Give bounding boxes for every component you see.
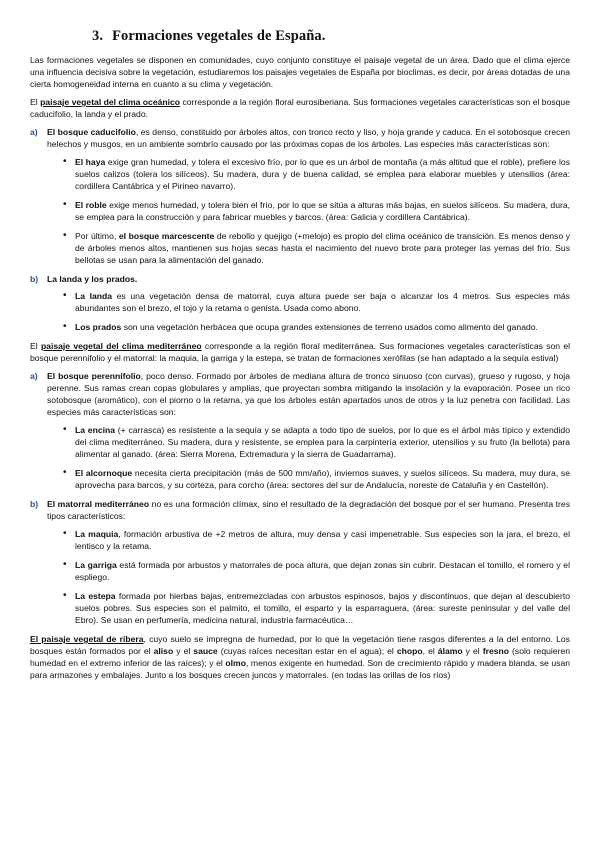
oceanic-a-list: [30, 156, 570, 266]
list-item: [75, 199, 570, 223]
section-b-text: no es una formación clímax, sino el resultado de la degradación del bosque por el ser humano. Presenta tres tipos característicos:: [47, 499, 570, 521]
item-term: el bosque marcescente: [118, 231, 215, 241]
item-text: son una vegetación herbácea que ocupa grandes extensiones de terreno usados como alimento del ganado.: [121, 322, 538, 332]
oceanic-pre: El: [30, 97, 38, 107]
item-term: La encina: [75, 425, 116, 435]
mediterranean-rest: corresponde a la región floral mediterránea. Sus formaciones vegetales características son el bosque perennifolio y el matorral: la maquia, la garriga y la estepa, se tratan de formaciones xerófilas (se han adaptado a la sequía estival): [30, 341, 571, 363]
item-term: El alcornoque: [75, 468, 133, 478]
item-term: La garriga: [75, 560, 117, 570]
item-term: La estepa: [75, 591, 116, 601]
riverbank-term: El paisaje vegetal de ribera: [30, 634, 144, 644]
item-text: está formada por arbustos y matorrales de poca altura, que dejan zonas sin cubrir. Destacan el tomillo, el romero y el espliego.: [75, 560, 570, 582]
item-pre: Por último,: [75, 231, 119, 241]
riverbank-paragraph: [30, 633, 570, 681]
species-term: olmo: [225, 658, 246, 668]
list-item: [75, 590, 570, 626]
section-a-text: , poco denso. Formado por árboles de mediana altura de tronco sinuoso (con curvas), grueso y rugoso, y hoja perenne. Sus ramas crean copas globulares y amplias, que proyectan sombra mitigando la insolación y la evaporación. Posee un rico sotobosque (aromático), con el piorno o la retama, ya que los árboles están apartados unos de otros y la luz penetra con facilidad. Las especies más características son:: [47, 371, 570, 417]
species-term: sauce: [193, 646, 218, 656]
riverbank-text: (cuyas raíces necesitan estar en el agua); el: [217, 646, 397, 656]
list-item: [75, 230, 570, 266]
section-letter: a): [30, 371, 38, 381]
item-text: (+ carrasca) es resistente a la sequía y se adapta a todo tipo de suelos, por lo que es el árbol más típico y extendido del clima mediterráneo. Su madera, dura y resistente, se emplea para la carpintería exterior, utensilios y su fruto (la bellota) para alimentar al ganado. (área: Sierra Morena, Extremadura y la sierra de Guadarrama).: [75, 425, 570, 459]
item-text: exige menos humedad, y tolera bien el frío, por lo que se sitúa a alturas más bajas, en suelos silíceos. Su madera, dura, se emplea para la construcción y para fabricar muebles y barcos. (área: Galicia y cordillera Cantábrica).: [75, 200, 570, 222]
item-text: exige gran humedad, y tolera el excesivo frío, por lo que es un árbol de montaña (a más altitud que el roble), prefiere los suelos calizos (tolera los silíceos). Su madera, dura y de buena calidad, se emplea para elaborar muebles y utensilios (área: cordillera Cantábrica y el Pirineo navarro).: [75, 157, 570, 191]
riverbank-text: y el: [462, 646, 483, 656]
item-text: es una vegetación densa de matorral, cuya altura puede ser baja o alcanzar los 4 metros. Sus especies más abundantes son el brezo, el tojo y la retama o genista. Usada como abono.: [75, 291, 570, 313]
mediterranean-section-b: [30, 498, 570, 522]
list-item: [75, 528, 570, 552]
mediterranean-term: paisaje vegetal del clima mediterráneo: [40, 341, 202, 351]
riverbank-text: , cuyo suelo se impregna de humedad, por lo que la vegetación tiene rasgos diferentes a la del entorno. Los bosques están formados por el: [30, 634, 570, 656]
riverbank-text: , el: [422, 646, 438, 656]
list-item: [75, 321, 570, 333]
oceanic-term: paisaje vegetal del clima oceánico: [40, 97, 181, 107]
item-term: El roble: [75, 200, 107, 210]
section-a-title: El bosque perennifolio: [47, 371, 141, 381]
species-term: álamo: [437, 646, 463, 656]
section-title: Formaciones vegetales de España.: [112, 28, 326, 44]
section-heading: [92, 28, 570, 45]
riverbank-text: y el: [173, 646, 194, 656]
section-a-title: El bosque caducifolio: [47, 127, 136, 137]
oceanic-b-list: [30, 290, 570, 333]
section-a-text: , es denso, constituido por árboles altos, con tronco recto y liso, y hoja grande y caduca. En el sotobosque crecen helechos y musgos, en un ambiente sombrío causado por las próximas copas de los árboles. Las especies más características son:: [47, 127, 570, 149]
oceanic-paragraph: [30, 96, 570, 120]
list-item: [75, 559, 570, 583]
item-term: La maquia: [75, 529, 119, 539]
mediterranean-section-a: [30, 370, 570, 418]
section-letter: b): [30, 274, 39, 284]
item-text: de rebollo y quejigo (+melojo) es propio del clima oceánico de transición. Es menos denso y de árboles menos altos, mantienen sus hojas secas hasta el nacimiento del nuevo brote para proteger las yemas del frío. Sus bellotas se usan para la alimentación del ganado.: [75, 231, 570, 265]
mediterranean-paragraph: [30, 340, 570, 364]
item-text: , formación arbustiva de +2 metros de altura, muy densa y casi impenetrable. Sus especies son la jara, el brezo, el lentisco y la retama.: [75, 529, 570, 551]
list-item: [75, 424, 570, 460]
item-term: La landa: [75, 291, 113, 301]
section-b-title: La landa y los prados.: [47, 274, 138, 284]
list-item: [75, 467, 570, 491]
species-term: fresno: [482, 646, 509, 656]
mediterranean-pre: El: [30, 341, 38, 351]
mediterranean-a-list: [30, 424, 570, 491]
item-term: El haya: [75, 157, 106, 167]
item-text: formada por hierbas bajas, entremezcladas con arbustos espinosos, bajos y discontinuos, que dejan al descubierto suelos pobres. Sus especies son el palmito, el tomillo, el esparto y la esparraguera, (área: sureste peninsular y del valle del Ebro). Se usan en perfumería, medicina natural, industria farmacéutica…: [75, 591, 570, 625]
list-item: [75, 156, 570, 192]
item-term: Los prados: [75, 322, 122, 332]
list-item: [75, 290, 570, 314]
species-term: aliso: [153, 646, 174, 656]
oceanic-rest: corresponde a la región floral eurosiberiana. Sus formaciones vegetales características son el bosque caducifolio, la landa y el prado.: [30, 97, 570, 119]
riverbank-text: (solo requieren humedad en el extremo inferior de las raíces); y el: [30, 646, 570, 668]
oceanic-section-b: [30, 273, 570, 285]
mediterranean-b-list: [30, 528, 570, 626]
section-number: 3.: [92, 28, 104, 44]
oceanic-section-a: [30, 126, 570, 150]
section-b-title: El matorral mediterráneo: [47, 499, 150, 509]
item-text: necesita cierta precipitación (más de 500 mm/año), inviernos suaves, y suelos silíceos. Su madera, muy dura, se aprovecha para barcos, y su corteza, para corcho (área: sectores del sur de Andalucía, noreste de Cataluña y en Castellón).: [75, 468, 570, 490]
section-letter: b): [30, 499, 39, 509]
species-term: chopo: [396, 646, 423, 656]
riverbank-text: , menos exigente en humedad. Son de crecimiento rápido y madera blanda, se usan para armazones y embalajes. Junto a los bosques crecen juncos y matorrales. (en todas las orillas de los ríos): [30, 658, 571, 680]
section-letter: a): [30, 127, 38, 137]
intro-paragraph: Las formaciones vegetales se disponen en comunidades, cuyo conjunto constituye el paisaje vegetal de un área. Dado que el clima ejerce una influencia decisiva sobre la vegetación, estudiaremos los paisajes vegetales de España por bioclimas, es decir, por áreas dotadas de una cierta homogeneidad interna en cuanto a su clima y vegetación.: [30, 55, 570, 89]
